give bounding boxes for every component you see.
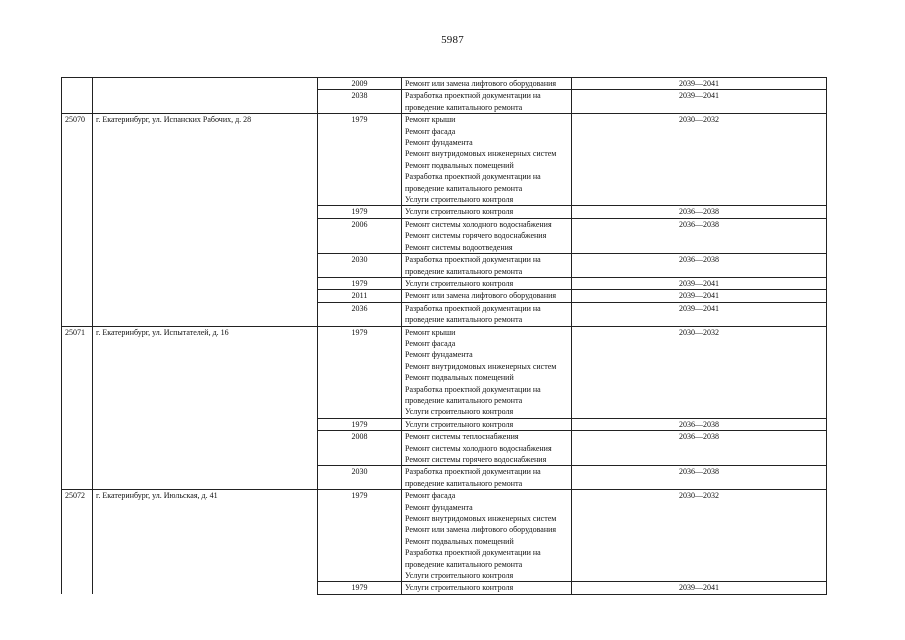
building-id-cell: 25072 [62,490,93,595]
period-cell: 2036—2038 [572,431,827,466]
works-cell: Ремонт системы теплоснабжения Ремонт системы холодного водоснабжения Ремонт системы горячего водоснабжения [402,431,572,466]
works-cell: Услуги строительного контроля [402,206,572,218]
page-number: 5987 [441,34,464,46]
works-cell: Ремонт системы холодного водоснабжения Ремонт системы горячего водоснабжения Ремонт системы водоотведения [402,218,572,253]
works-cell: Услуги строительного контроля [402,418,572,430]
works-cell: Ремонт или замена лифтового оборудования [402,78,572,90]
period-cell: 2039—2041 [572,78,827,90]
year-cell: 1979 [318,206,402,218]
period-cell: 2039—2041 [572,277,827,289]
year-cell: 1979 [318,326,402,418]
period-cell: 2030—2032 [572,326,827,418]
year-cell: 2030 [318,466,402,490]
year-cell: 2030 [318,254,402,278]
building-id-cell [62,78,93,114]
table-row [62,114,827,206]
works-cell: Разработка проектной документации на проведение капитального ремонта [402,254,572,278]
period-cell: 2039—2041 [572,582,827,594]
building-id-cell: 25071 [62,326,93,490]
table-row [62,326,827,418]
period-cell: 2036—2038 [572,254,827,278]
address-cell: г. Екатеринбург, ул. Июльская, д. 41 [93,490,318,595]
works-cell: Разработка проектной документации на проведение капитального ремонта [402,466,572,490]
works-cell: Ремонт крыши Ремонт фасада Ремонт фундамента Ремонт внутридомовых инженерных систем Ремонт подвальных помещений Разработка проектной документации на проведение капитального ремонта Услуги строительного контроля [402,114,572,206]
period-cell: 2036—2038 [572,206,827,218]
building-id-cell: 25070 [62,114,93,326]
year-cell: 2011 [318,290,402,302]
period-cell: 2036—2038 [572,218,827,253]
year-cell: 2006 [318,218,402,253]
period-cell: 2030—2032 [572,490,827,582]
period-cell: 2039—2041 [572,302,827,326]
period-cell: 2039—2041 [572,90,827,114]
works-cell: Услуги строительного контроля [402,582,572,594]
works-cell: Ремонт крыши Ремонт фасада Ремонт фундамента Ремонт внутридомовых инженерных систем Ремонт подвальных помещений Разработка проектной документации на проведение капитального ремонта Услуги строительного контроля [402,326,572,418]
year-cell: 1979 [318,114,402,206]
year-cell: 1979 [318,490,402,582]
works-cell: Ремонт фасада Ремонт фундамента Ремонт внутридомовых инженерных систем Ремонт или замена лифтового оборудования Ремонт подвальных помещений Разработка проектной документации на проведение капитального ремонта Услуги строительного контроля [402,490,572,582]
works-cell: Услуги строительного контроля [402,277,572,289]
year-cell: 1979 [318,582,402,594]
year-cell: 2036 [318,302,402,326]
table-body [62,78,827,595]
works-cell: Разработка проектной документации на проведение капитального ремонта [402,90,572,114]
works-cell: Ремонт или замена лифтового оборудования [402,290,572,302]
year-cell: 1979 [318,418,402,430]
address-cell [93,78,318,114]
period-cell: 2039—2041 [572,290,827,302]
table-row [62,78,827,90]
works-cell: Разработка проектной документации на проведение капитального ремонта [402,302,572,326]
year-cell: 2008 [318,431,402,466]
year-cell: 1979 [318,277,402,289]
capital-repair-table [61,77,827,595]
period-cell: 2036—2038 [572,466,827,490]
year-cell: 2038 [318,90,402,114]
period-cell: 2030—2032 [572,114,827,206]
year-cell: 2009 [318,78,402,90]
address-cell: г. Екатеринбург, ул. Испытателей, д. 16 [93,326,318,490]
table-row [62,490,827,582]
address-cell: г. Екатеринбург, ул. Испанских Рабочих, д. 28 [93,114,318,326]
period-cell: 2036—2038 [572,418,827,430]
